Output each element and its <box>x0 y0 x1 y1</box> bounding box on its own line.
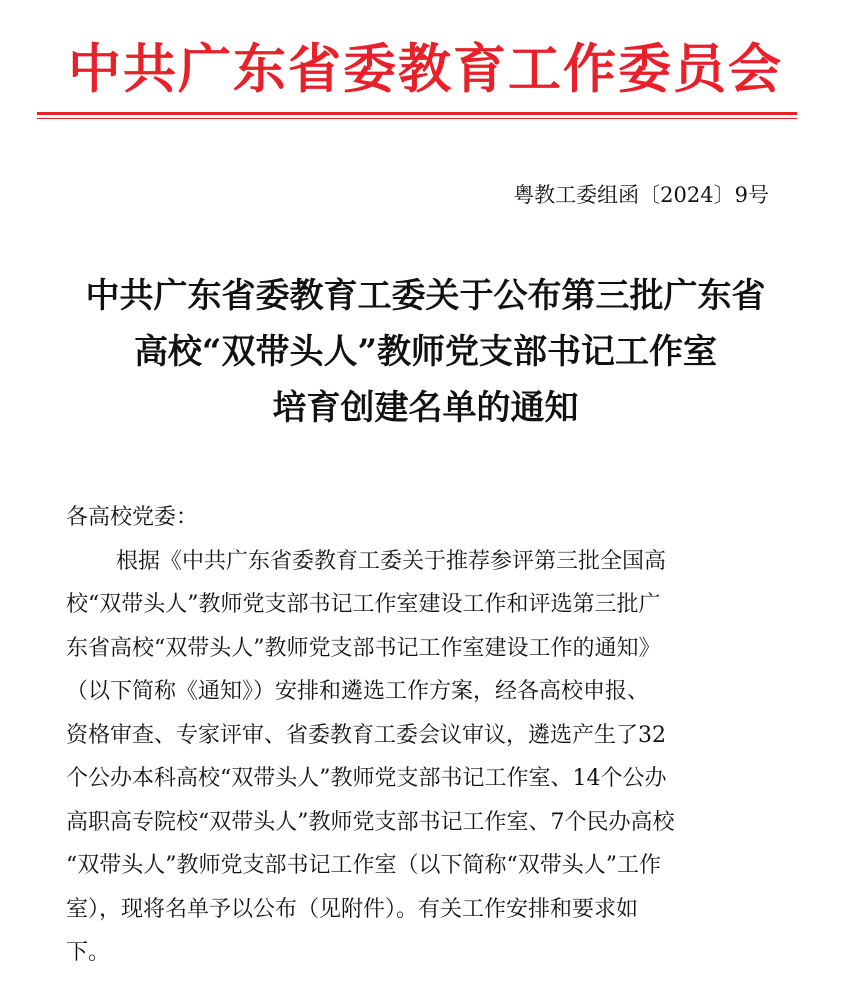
body-line: 根据《中共广东省委教育工委关于推荐参评第三批全国高 <box>116 548 667 574</box>
body-line: 校“双带头人”教师党支部书记工作室建设工作和评选第三批广 <box>66 592 661 617</box>
body-line: 资格审查、专家评审、省委教育工委会议审议，遴选产生了32 <box>66 722 666 748</box>
red-divider-thick <box>37 112 797 115</box>
body-line: 下。 <box>66 940 111 965</box>
notice-title-line: 高校“双带头人”教师党支部书记工作室 <box>133 332 718 372</box>
notice-title-line: 中共广东省委教育工委关于公布第三批广东省 <box>85 276 766 316</box>
body-line: “双带头人”教师党支部书记工作室（以下简称“双带头人”工作 <box>66 853 661 878</box>
body-line: 高职高专院校“双带头人”教师党支部书记工作室、7个民办高校 <box>66 809 675 835</box>
body-line: 室），现将名单予以公布（见附件）。有关工作安排和要求如 <box>66 896 639 922</box>
document-number: 粤教工委组函〔2024〕9号 <box>513 183 769 207</box>
notice-title <box>0 268 851 436</box>
body-line: 东省高校“双带头人”教师党支部书记工作室建设工作的通知》 <box>66 635 661 661</box>
issuing-authority-header: 中共广东省委教育工作委员会 <box>68 38 783 100</box>
salutation: 各高校党委： <box>66 505 199 530</box>
body-line: （以下简称《通知》）安排和遴选工作方案，经各高校申报、 <box>66 679 650 704</box>
red-divider-thin <box>37 118 797 119</box>
notice-title-line: 培育创建名单的通知 <box>272 388 579 428</box>
body-line: 个公办本科高校“双带头人”教师党支部书记工作室、14个公办 <box>66 766 667 791</box>
notice-body <box>66 496 776 975</box>
